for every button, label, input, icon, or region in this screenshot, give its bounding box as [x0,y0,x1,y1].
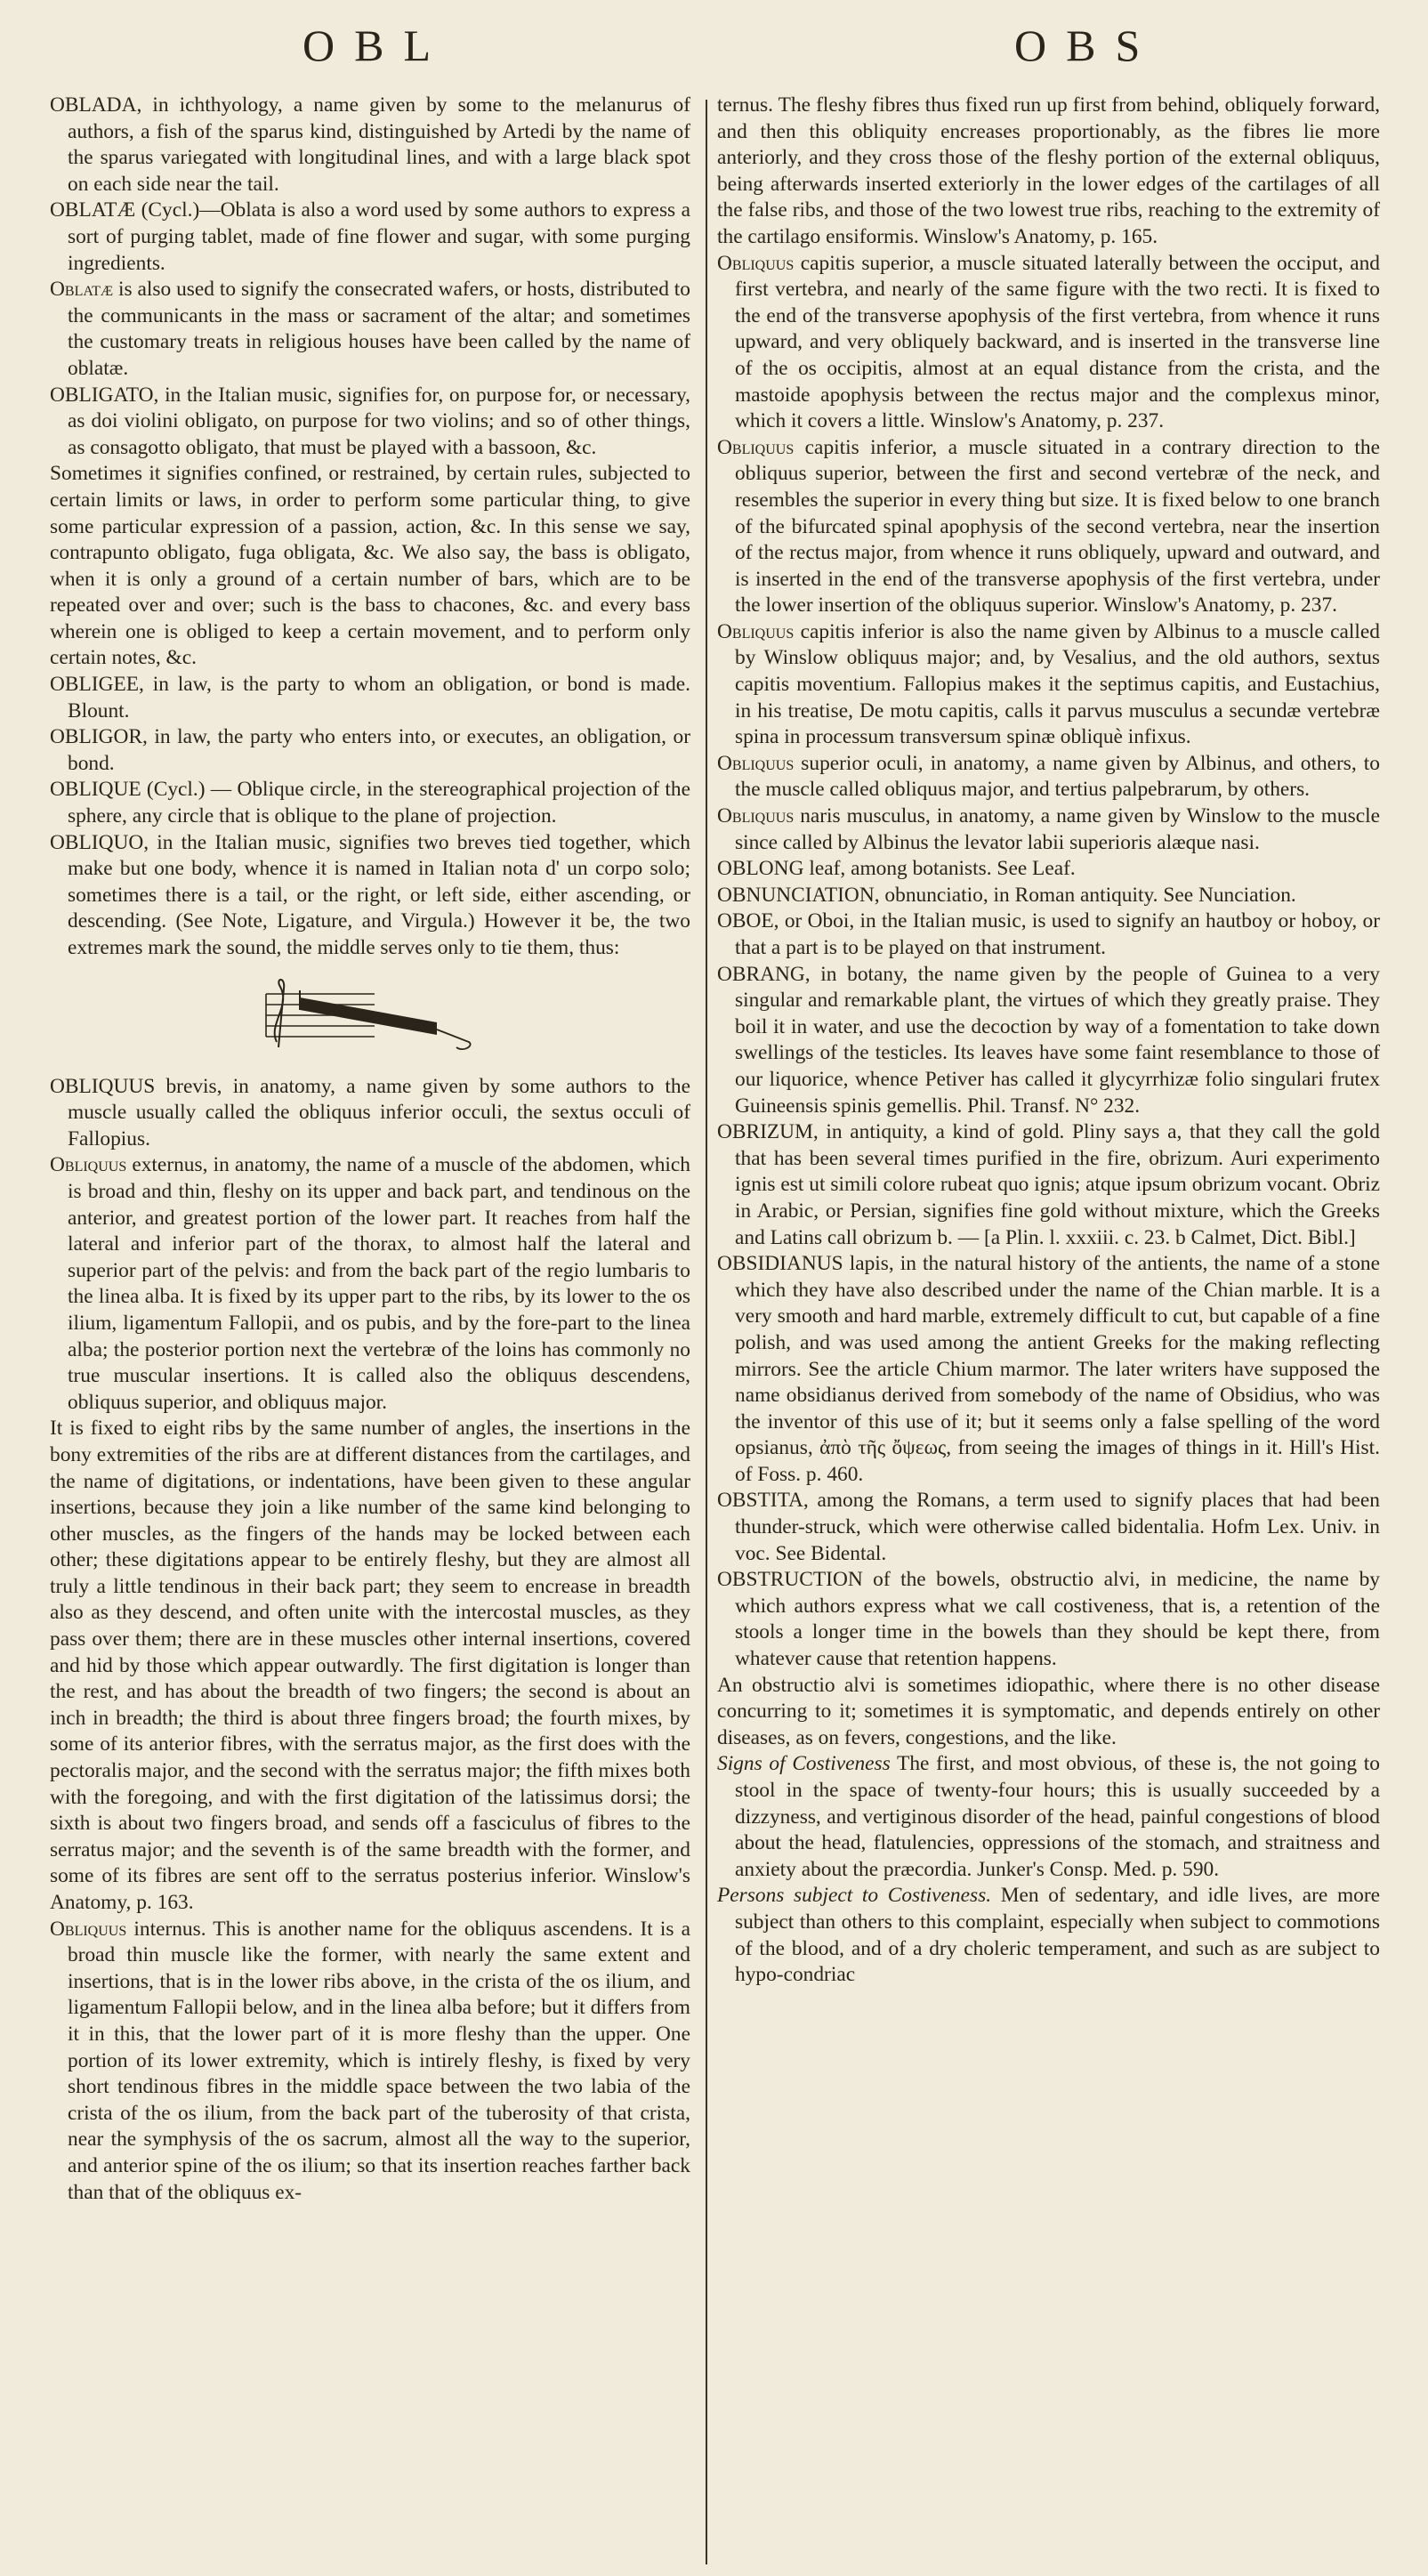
entry-headword: OBLONG [717,857,804,881]
entry-text: Men of sedentary, and idle lives, are more subject than others to this complaint, especially when subject to commotions of the blood, and of a dry choleric temperament, and such as are subject to hypo-condriac [735,1884,1380,1987]
entry-headword: OBSTRUCTION [717,1568,863,1592]
entry-headword: OBLADA, [50,93,142,117]
entry-headword: OBRANG, [717,962,811,986]
entry-headword: OBLATÆ [50,198,136,222]
entry-headword: OBLIGEE, [50,673,144,697]
entry [50,672,690,724]
entry-headword: Obliquus [50,1917,127,1941]
entry [717,803,1380,856]
entry [717,1251,1380,1488]
entry-text: in ichthyology, a name given by some to the melanurus of authors, a fish of the sparus kind, distinguished by Artedi by the name of the sparus variegated with longitudinal lines, and with a large black spot on each side near the tail. [68,93,690,196]
left-column [50,93,690,2206]
entry-headword: Obliquus [717,751,795,775]
entry-headword: OBLIGATO, [50,383,159,407]
entry-headword: Obliquus [50,1153,127,1177]
entry-text: among the Romans, a term used to signify places that had been thunder-struck, which were otherwise called bidentalia. Hofm Lex. Univ. in voc. See Bidental. [735,1489,1380,1565]
entry-text: It is fixed to eight ribs by the same number of angles, the insertions in the bony extremities of the ribs are at different distances from the cartilages, and the name of digitations, or indentations, have been given to these angular insertions, because they join a like number of the same kind belonging to other muscles, as the fingers of the hands may be locked between each other; these digitations appear to be entirely fleshy, but they are almost all truly a little tendinous in their back part; they seem to encrease in breadth also as they descend, and often unite with the intercostal muscles, as they pass over them; there are in these muscles other internal insertions, covered and hid by those which appear outwardly. The first digitation is longer than the rest, and has about the breadth of two fingers; the second is about an inch in breadth; the third is about three fingers broad; the fourth mixes, by some of its anterior fibres, with the serratus major, as the first does with the pectoralis major, and the second with the serratus major; the fifth mixes both with the foregoing, and with the first digitation of the latissimus dorsi; the sixth is about two fingers broad, and sends off a fasciculus of fibres to the serratus major; and the seventh is of the same breadth with the former, and some of its fibres are sent off to the serratus posterius inferior. Winslow's Anatomy, p. 163. [50,1417,690,1914]
entry-text: in the Italian music, signifies two breves tied together, which make but one body, whence it is named in Italian nota d' un corpo solo; sometimes there is a tail, or the right, or left side, either ascending, or descending. (See Note, Ligature, and Virgula.) However it be, the two extremes mark the sound, the middle serves only to tie them, thus: [68,830,690,959]
entry-continuation [717,93,1380,251]
entry [717,908,1380,961]
column-divider [706,100,707,2564]
entry-subheading: Signs of Costiveness [717,1752,891,1776]
entry [50,1074,690,1153]
entry-text: superior oculi, in anatomy, a name given by Albinus, and others, to the muscle called obliquus major, and tertius palpebrarum, by others. [735,751,1380,802]
entry-continuation [717,1673,1380,1752]
entry-text: internus. This is another name for the obliquus ascendens. It is a broad thin muscle like the former, with nearly the same extent and insertions, that is in the lower ribs above, in the crista of the os ilium, and ligamentum Fallopii below, and in the linea alba before; but it differs from it in this, that the lower part of it is more fleshy than the upper. One portion of its lower extremity, which is intirely fleshy, is fixed by very short tendinous fibres in the middle space between the two labia of the crista of the os ilium, from the back part of the tuberosity of that crista, near the symphysis of the os sacrum, almost all the way to the superior, and anterior spine of the os ilium; so that its insertion reaches farther back than that of the obliquus ex- [68,1917,690,2204]
entry-headword: OBRIZUM, [717,1120,819,1144]
entry-text: The first, and most obvious, of these is, the not going to stool in the space of twenty-four hours; this is usually succeeded by a dizzyness, and vertiginous disorder of the head, painful congestions of blood about the head, flatulencies, oppressions of the stomach, and straitness and anxiety about the præcordia. Junker's Consp. Med. p. 590. [735,1752,1380,1881]
entry [717,1883,1380,1988]
entry [50,777,690,829]
entry-headword: OBSIDIANUS [717,1252,843,1276]
entry-text: ternus. The fleshy fibres thus fixed run up first from behind, obliquely forward, and then this obliquity encreases proportionably, as the fibres lie more anteriorly, and they cross those of the fleshy portion of the external obliquus, being afterwards inserted exteriorly in the lower edges of the cartilages of all the false ribs, and those of the two lowest true ribs, reaching to the extremity of the cartilago ensiformis. Winslow's Anatomy, p. 165. [717,93,1380,248]
entry-headword: Oblatæ [50,278,114,302]
entry-headword: Obliquus [717,435,795,459]
entry-headword: OBLIQUE [50,778,141,802]
right-column [717,93,1380,1989]
entry [717,1751,1380,1883]
entry-text: in law, is the party to whom an obligation, or bond is made. Blount. [68,673,690,723]
entry-text: of the bowels, obstructio alvi, in medicine, the name by which authors express what we call costiveness, that is, a retention of the stools a longer time in the bowels than they should be kept there, from whatever cause that retention happens. [735,1568,1380,1671]
entry-text: (Cycl.)—Oblata is also a word used by some authors to express a sort of purging tablet, made of fine flower and sugar, with some purging ingredients. [68,198,690,275]
entry-text: is also used to signify the consecrated wafers, or hosts, distributed to the communicants in the mass or sacrament of the altar; and sometimes the customary treats in religious houses have been called by the name of oblatæ. [68,278,690,380]
entry-text: lapis, in the natural history of the antients, the name of a stone which they have also described under the name of the Chian marble. It is a very smooth and hard marble, extremely difficult to cut, but capable of a fine polish, and was used among the antient Greeks for the making reflecting mirrors. See the article Chium marmor. The later writers have supposed the name obsidianus derived from somebody of the name of Obsidius, who was the inventor of this use of it; but it seems only a false spelling of the word opsianus, ἀπὸ τῆς ὄψεως, from seeing the images of things in it. Hill's Hist. of Foss. p. 460. [735,1252,1380,1486]
entry-headword: Obliquus [717,804,795,828]
entry [50,383,690,462]
entry [717,1567,1380,1672]
entry [717,962,1380,1120]
entry-text: An obstructio alvi is sometimes idiopathic, where there is no other disease concurring to it; sometimes it is symptomatic, and depends entirely on other diseases, as on fevers, congestions, and the like. [717,1673,1380,1749]
entry-text: in law, the party who enters into, or executes, an obligation, or bond. [68,725,690,775]
entry-continuation [50,461,690,672]
entry-text: obnunciatio, in Roman antiquity. See Nunciation. [879,883,1296,907]
entry-text: brevis, in anatomy, a name given by some authors to the muscle usually called the obliquus inferior occuli, the sextus occuli of Fallopius. [68,1074,690,1151]
running-header [0,20,1428,82]
entry-subheading: Persons subject to Costiveness. [717,1884,992,1908]
entry [50,198,690,277]
entry [50,93,690,198]
entry [50,830,690,962]
entry-text: externus, in anatomy, the name of a muscle of the abdomen, which is broad and thin, fleshy on its upper and back part, and tendinous on the anterior, and greatest portion of the lower part. It reaches from half the lateral and inferior part of the thorax, to almost half the lateral and superior part of the pelvis: and from the back part of the regio lumbaris to the linea alba. It is fixed by its upper part to the ribs, by its lower to the os ilium, ligamentum Fallopii, and os pubis, and by the fore-part to the linea alba; the posterior portion next the vertebræ of the loins has commonly no true muscular insertions. It is called also the obliquus descendens, obliquus superior, and obliquus major. [68,1153,690,1414]
entry [50,1152,690,1416]
entry-headword: OBLIQUUS [50,1074,156,1098]
entry-text: capitis inferior is also the name given by Albinus to a muscle called by Winslow obliquus major; and, by Vesalius, and the old authors, sextus capitis moventium. Fallopius makes it the septimus capitis, and Eustachius, in his treatise, De motu capitis, calls it parvus musculus a secundæ vertebræ spina in processum transversum spinæ obliquè infixus. [735,619,1380,749]
music-notation-figure [259,971,481,1060]
entry-text: (Cycl.) — Oblique circle, in the stereographical projection of the sphere, any circle that is oblique to the plane of projection. [68,778,690,828]
entry [50,724,690,777]
entry [717,619,1380,751]
entry-text: naris musculus, in anatomy, a name given by Winslow to the muscle since called by Albinus the levator labii superioris alæque nasi. [735,804,1380,854]
entry-continuation [50,1416,690,1916]
entry-text: or Oboi, in the Italian music, is used to signify an hautboy or hoboy, or that a part is to be played on that instrument. [735,909,1380,959]
entry-text: capitis inferior, a muscle situated in a contrary direction to the obliquus superior, between the first and second vertebræ of the neck, and resembles the superior in every thing but size. It is fixed below to one branch of the bifurcated spinal apophysis of the second vertebra, near the insertion of the rectus major, from whence it runs obliquely, upward and outward, and is inserted in the end of the transverse apophysis of the first vertebra, under the lower insertion of the obliquus superior. Winslow's Anatomy, p. 237. [735,435,1380,618]
entry [717,1119,1380,1251]
entry-headword: OBNUNCIATION, [717,883,880,907]
entry-headword: Obliquus [717,251,795,275]
entry-text: in the Italian music, signifies for, on purpose for, or necessary, as doi violini obligato, on purpose for two violins; and so of other things, as consagotto obligato, that must be played with a bassoon, &c. [68,383,690,459]
entry [50,277,690,382]
entry-headword: Obliquus [717,619,795,643]
entry-text: Sometimes it signifies confined, or restrained, by certain rules, subjected to certain limits or laws, in order to perform some particular thing, to give some particular expression of a passion, action, &c. In this sense we say, contrapunto obligato, fuga obligata, &c. We also say, the bass is obligato, when it is only a ground of a certain number of bars, which are to be repeated over and over; such is the bass to chacones, &c. and every bass wherein one is obliged to keep a certain movement, and to perform only certain notes, &c. [50,462,690,670]
entry-text: capitis superior, a muscle situated laterally between the occiput, and first vertebra, and nearly of the same figure with the two recti. It is fixed to the end of the transverse apophysis of the first vertebra, from whence it runs upward, and very obliquely backward, and is inserted in the transverse line of the os occipitis, almost at an equal distance from the crista, and the mastoide apophysis between the rectus major and the complexus minor, which it covers a little. Winslow's Anatomy, p. 237. [735,251,1380,433]
entry [717,251,1380,435]
entry-headword: OBSTITA, [717,1489,809,1513]
entry-text: in botany, the name given by the people of Guinea to a very singular and remarkable plant, the virtues of which they greatly praise. They boil it in water, and use the decoction by way of a fomentation to take down swellings of the testicles. Its leaves have some faint resemblance to those of our liquorice, whence Petiver has called it glycyrrhizæ folio singulari frutex Guineensis spinis gemellis. Phil. Transf. N° 232. [735,962,1380,1118]
entry-text: in antiquity, a kind of gold. Pliny says a, that they call the gold that has been several times purified in the fire, obrizum. Auri experimento ignis est ut simili colore rubeat quo ignis; atque ipsum obrizum vocant. Obriz in Arabic, or Persian, signifies fine gold without mixture, which the Greeks and Latins call obrizum b. — [a Plin. l. xxxiii. c. 23. b Calmet, Dict. Bibl.] [735,1120,1380,1249]
entry [717,883,1380,909]
entry-headword: OBLIQUO, [50,830,149,854]
entry [717,435,1380,619]
header-left: OBL [303,20,450,70]
entry-headword: OBLIGOR, [50,725,148,749]
entry [50,1917,690,2207]
entry [717,856,1380,883]
entry-headword: OBOE, [717,909,779,933]
header-right: OBS [1014,20,1160,70]
entry [717,1488,1380,1567]
entry [717,751,1380,803]
entry-text: leaf, among botanists. See Leaf. [803,857,1076,881]
